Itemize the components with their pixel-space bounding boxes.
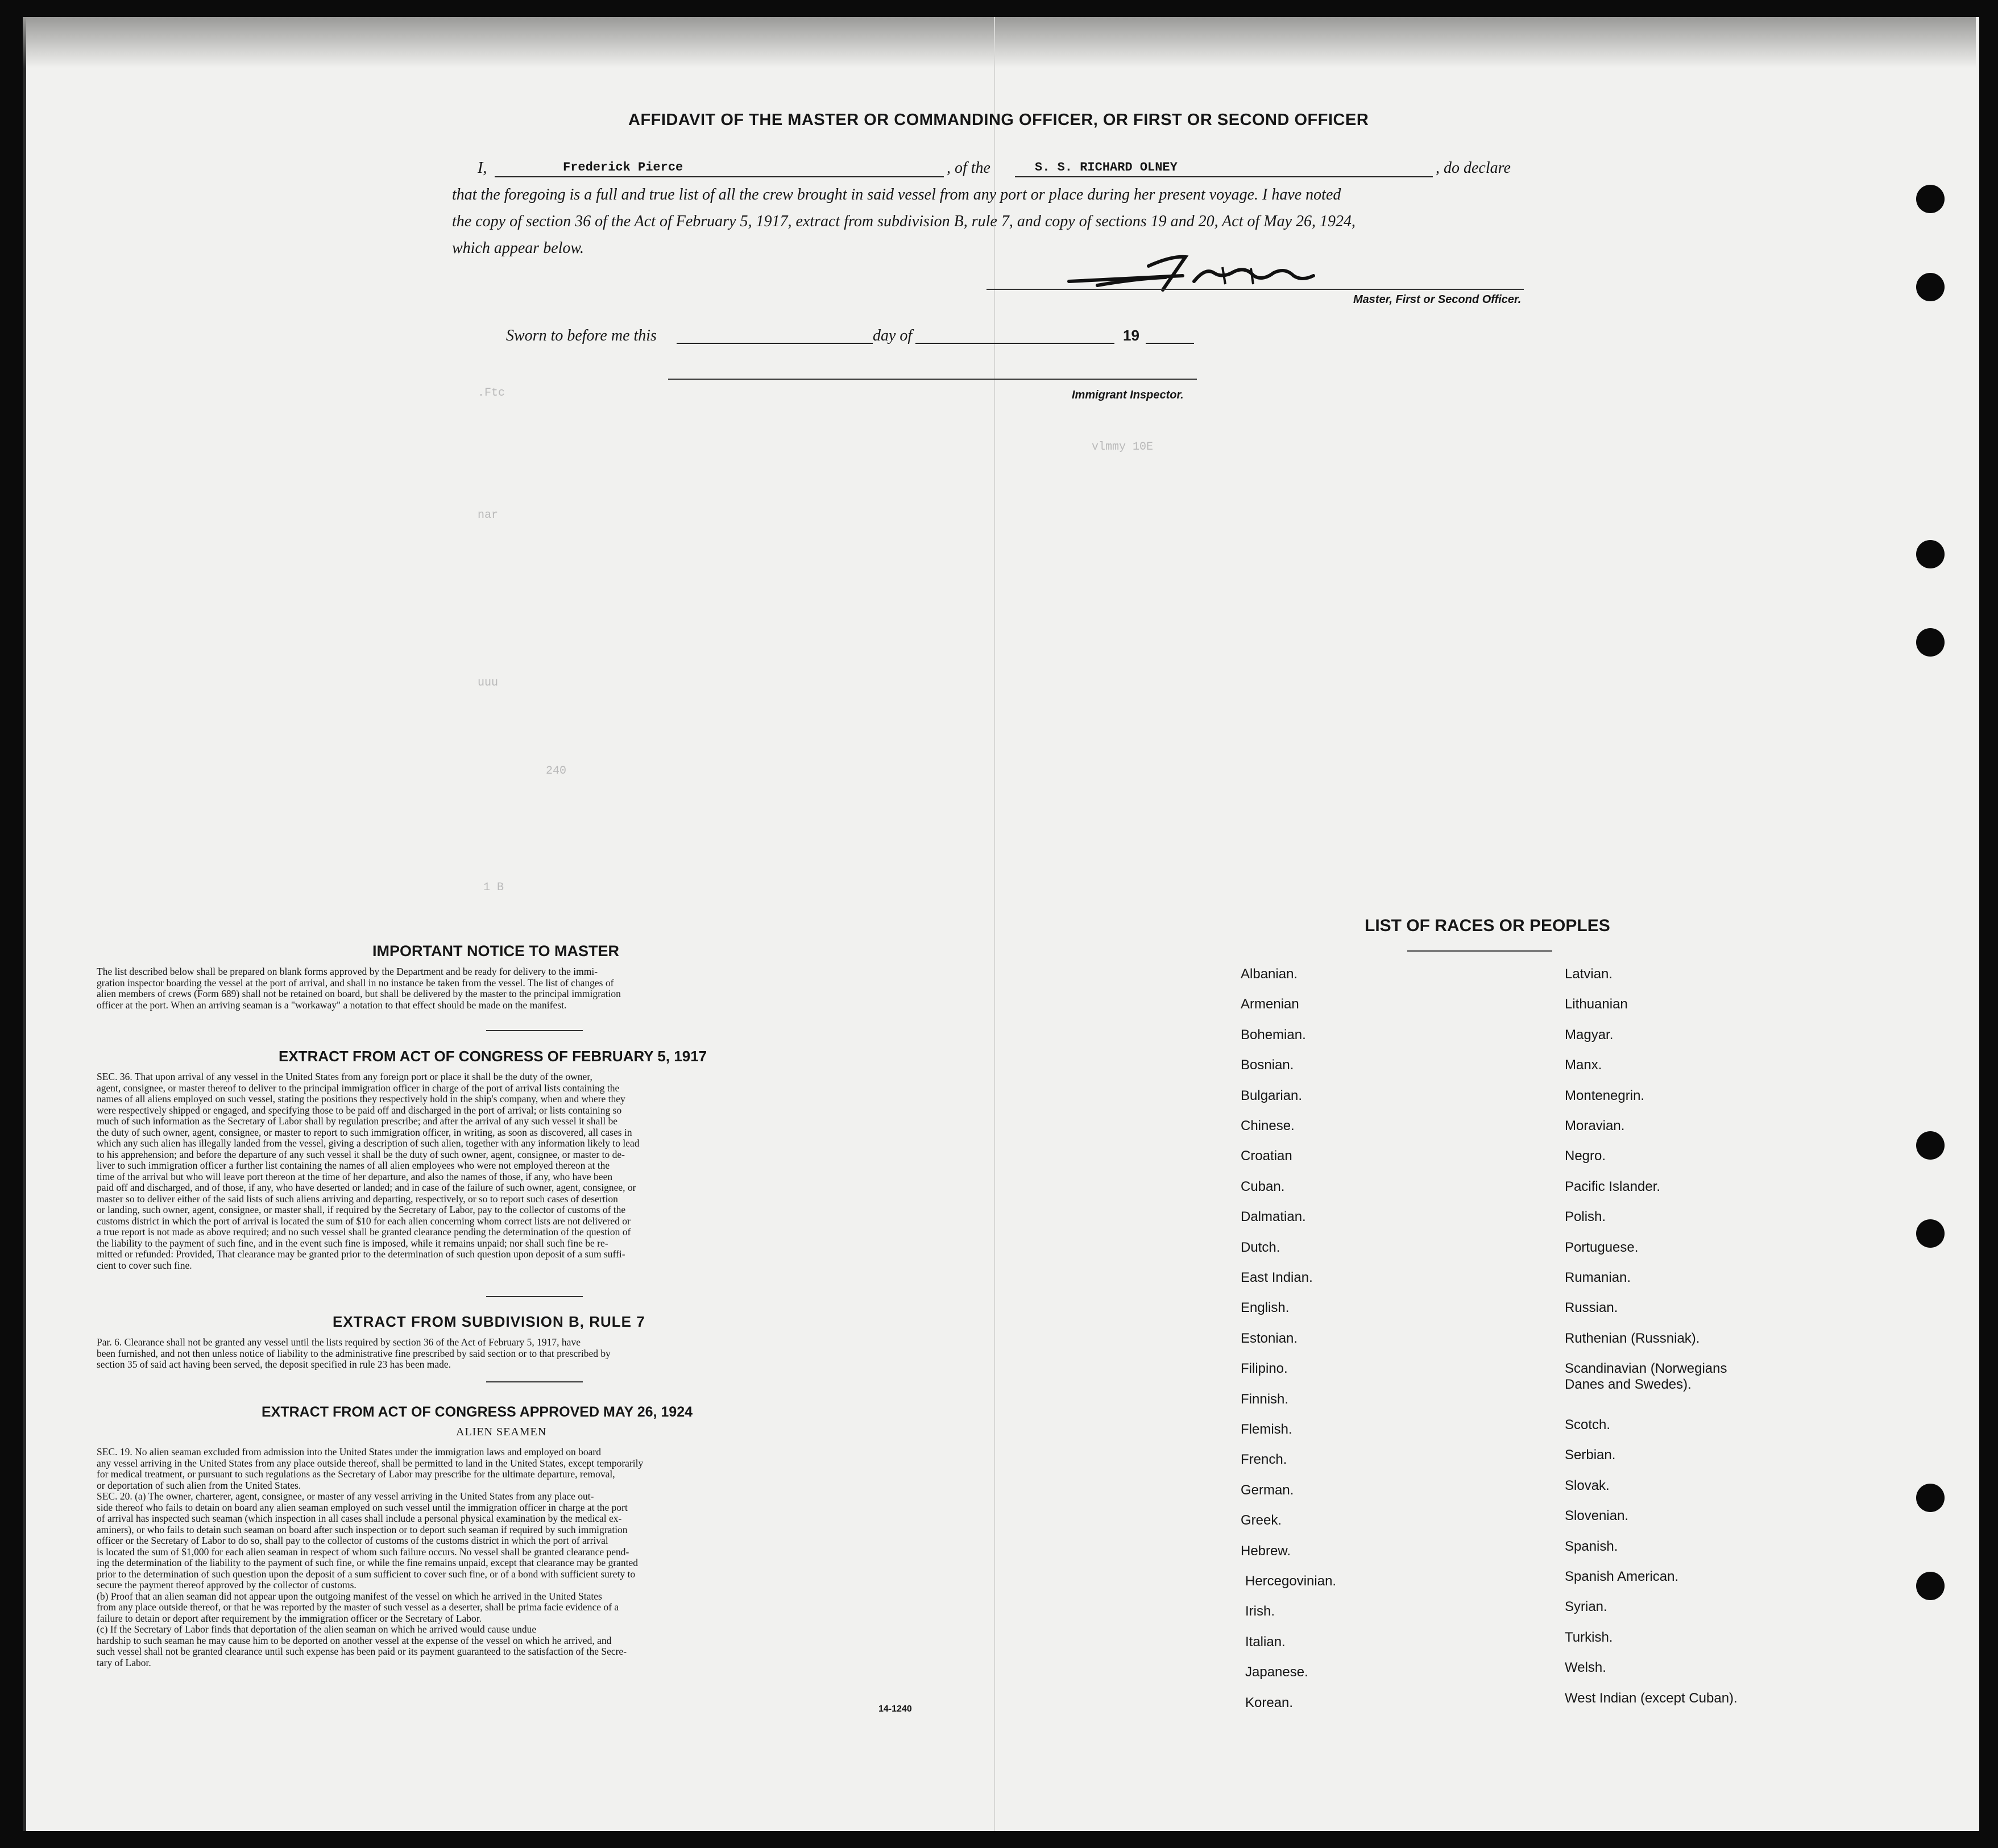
extract-1924-title: EXTRACT FROM ACT OF CONGRESS APPROVED MAY 26, 1924 (262, 1404, 693, 1420)
sworn-year-line[interactable] (1146, 327, 1194, 344)
statement-line-2: the copy of section 36 of the Act of February 5, 1917, extract from subdivision B, rule 7, and copy of sections 19 and 20, Act of May 26, 1924, (452, 213, 1356, 230)
race-item: West Indian (except Cuban). (1565, 1690, 1738, 1706)
race-item: Negro. (1565, 1148, 1606, 1164)
race-item: Slovenian. (1565, 1508, 1629, 1524)
signature-caption: Master, First or Second Officer. (1353, 293, 1522, 306)
extract-1917-title: EXTRACT FROM ACT OF CONGRESS OF FEBRUARY 5, 1917 (279, 1048, 707, 1065)
officer-name-value: Frederick Pierce (563, 160, 683, 175)
race-item: Hercegovinian. (1245, 1573, 1337, 1589)
extract-1917-text: SEC. 36. That upon arrival of any vessel in the United States from any foreign port or place it shall be the duty of the owner, agent, consignee, or master thereof to deliver to the principal immigration officer in charge of the port of arrival lists containing the names of all aliens employed on such vessel, stating the positions they respectively hold in the ship's company, when and where they were respectively shipped or engaged, and specifying those to be paid off and discharged in the port of arrival; or lists containing so much of such information as the Secretary of Labor shall by regulation prescribe; and after the arrival of any such vessel it shall be the duty of such owner, agent, consignee, or master to report to such immigration officer, in writing, as soon as discovered, all cases in which any such alien has illegally landed from the vessel, giving a description of such alien, together with any information likely to lead to his apprehension; and before the departure of any such vessel it shall be the duty of such owner, agent, consignee, or master to de- liver to such immigration officer a further list containing the names of all alien employees who were not employed thereon at the time of the arrival but who will leave port thereon at the time of her departure, and also the names of those, if any, who have been paid off and discharged, and of those, if any, who have deserted or landed; and in case of the failure of such owner, agent, consignee, or master so to deliver either of the said lists of such aliens arriving and departing, respectively, or so to report such cases of desertion or landing, such owner, agent, consignee, or master shall, if required by the Secretary of Labor, pay to the collector of customs of the customs district in which the port of arrival is located the sum of $10 for each alien concerning whom correct lists are not delivered or a true report is not made as above required; and no such vessel shall be granted clearance pending the determination of the question of the liability to the payment of such fine, and in the event such fine is imposed, while it remains unpaid; nor shall such fine be re- mitted or refunded: Provided, That clearance may be granted prior to the determination of such question upon deposit of a sum suffi- cient to cover such fine. (97, 1071, 640, 1271)
race-item: Croatian (1241, 1148, 1292, 1164)
form-number: 14-1240 (878, 1704, 912, 1714)
day-of-text: day of (873, 327, 913, 344)
race-item: Dalmatian. (1241, 1209, 1306, 1225)
affidavit-title: AFFIDAVIT OF THE MASTER OR COMMANDING OFFICER, OR FIRST OR SECOND OFFICER (628, 111, 1369, 129)
race-item: Latvian. (1565, 966, 1613, 982)
race-item: Flemish. (1241, 1422, 1292, 1437)
race-item: Manx. (1565, 1057, 1602, 1073)
race-item: Scotch. (1565, 1417, 1611, 1432)
race-item: Magyar. (1565, 1027, 1614, 1043)
race-item: Cuban. (1241, 1178, 1285, 1194)
race-item: Scandinavian (Norwegians Danes and Swedes). (1565, 1361, 1727, 1393)
punch-hole (1916, 185, 1945, 213)
extract-1924-subtitle: ALIEN SEAMEN (456, 1426, 547, 1438)
punch-hole (1916, 1219, 1945, 1248)
statement-line-1: that the foregoing is a full and true list of all the crew brought in said vessel from any port or place during her present voyage. I have noted (452, 186, 1341, 204)
race-item: Bosnian. (1241, 1057, 1294, 1073)
statement-line-3: which appear below. (452, 239, 585, 257)
extract-rule7-title: EXTRACT FROM SUBDIVISION B, RULE 7 (333, 1313, 645, 1330)
race-item: Ruthenian (Russniak). (1565, 1330, 1700, 1346)
race-item: East Indian. (1241, 1270, 1313, 1285)
race-item: Montenegrin. (1565, 1087, 1645, 1103)
race-item: Armenian (1241, 996, 1299, 1012)
page-top-shadow (23, 17, 1976, 68)
races-title-underline (1407, 950, 1552, 952)
race-item: Pacific Islander. (1565, 1178, 1661, 1194)
race-item: Albanian. (1241, 966, 1298, 982)
race-item: Korean. (1245, 1695, 1294, 1710)
signature-line[interactable] (986, 289, 1524, 290)
punch-hole (1916, 1484, 1945, 1512)
punch-hole (1916, 1572, 1945, 1600)
affidavit-pronoun: I, (478, 159, 487, 177)
race-item: Hebrew. (1241, 1543, 1291, 1559)
section-divider (486, 1381, 583, 1382)
race-item: Slovak. (1565, 1477, 1610, 1493)
punch-hole (1916, 1131, 1945, 1160)
sworn-month-line[interactable] (915, 327, 1114, 344)
punch-hole (1916, 273, 1945, 301)
punch-hole (1916, 628, 1945, 657)
race-item: Portuguese. (1565, 1239, 1639, 1255)
race-item: Bohemian. (1241, 1027, 1306, 1043)
race-item: Italian. (1245, 1634, 1286, 1650)
races-title: LIST OF RACES OR PEOPLES (1365, 916, 1610, 935)
race-item: Welsh. (1565, 1660, 1606, 1676)
race-item: Greek. (1241, 1513, 1282, 1529)
race-item: Japanese. (1245, 1664, 1308, 1680)
notice-title: IMPORTANT NOTICE TO MASTER (372, 942, 619, 960)
race-item: Rumanian. (1565, 1270, 1631, 1285)
race-item: Syrian. (1565, 1599, 1607, 1615)
race-item: Filipino. (1241, 1361, 1288, 1377)
race-item: Moravian. (1565, 1118, 1625, 1133)
extract-1924-text: SEC. 19. No alien seaman excluded from admission into the United States under the immigration laws and employed on board any vessel arriving in the United States from any place outside thereof, shall be permitted to land in the United States, except temporarily for medical treatment, or pursuant to such regulations as the Secretary of Labor may prescribe for the ultimate departure, removal, or deportation of such alien from the United States. SEC. 20. (a) The owner, charterer, agent, consignee, or master of any vessel arriving in the United States from any place out- side thereof who fails to detain on board any alien seaman employed on such vessel until the immigration officer in charge at the port of arrival has inspected such seaman (which inspection in all cases shall include a personal physical examination by the medical ex- aminers), or who fails to detain such seaman on board after such inspection or to deport such seaman if required by such immigration officer or the Secretary of Labor to do so, shall pay to the collector of customs of the customs district in which the port of arrival is located the sum of $1,000 for each alien seaman in respect of whom such failure occurs. No vessel shall be granted clearance pend- ing the determination of the liability to the payment of such fine, or while the fine remains unpaid, except that clearance may be granted prior to the determination of such question upon the deposit of a sum sufficient to cover such fine, or of a bond with sufficient surety to secure the payment thereof approved by the collector of customs. (b) Proof that an alien seaman did not appear upon the outgoing manifest of the vessel on which he arrived in the United States from any place outside thereof, or that he was reported by the master of such vessel as a deserter, shall be prima facie evidence of a failure to detain or deport after requirement by the immigration officer or the Secretary of Labor. (c) If the Secretary of Labor finds that deportation of the alien seaman on which he arrived would cause undue hardship to such seaman he may cause him to be deported on another vessel at the expense of the vessel on which he arrived, and such vessel shall not be granted clearance until such expense has been paid or its payment guaranteed to the satisfaction of the Secre- tary of Labor. (97, 1446, 644, 1668)
do-declare-text: , do declare (1436, 159, 1511, 177)
punch-hole (1916, 540, 1945, 568)
section-divider (486, 1296, 583, 1297)
year-prefix: 19 (1123, 327, 1139, 344)
race-item: Lithuanian (1565, 996, 1628, 1012)
race-item: Turkish. (1565, 1629, 1613, 1645)
race-item: Finnish. (1241, 1391, 1289, 1407)
race-item: Chinese. (1241, 1118, 1295, 1133)
race-item: Dutch. (1241, 1239, 1280, 1255)
race-item: Spanish. (1565, 1538, 1618, 1554)
sworn-day-line[interactable] (677, 327, 873, 344)
race-item: German. (1241, 1482, 1294, 1498)
vessel-value: S. S. RICHARD OLNEY (1035, 160, 1178, 175)
inspector-caption: Immigrant Inspector. (1072, 389, 1184, 401)
sworn-text: Sworn to before me this (506, 327, 657, 344)
inspector-signature-line[interactable] (668, 379, 1197, 380)
race-item: Serbian. (1565, 1447, 1616, 1463)
race-item: Bulgarian. (1241, 1087, 1303, 1103)
of-the-text: , of the (947, 159, 990, 177)
notice-text: The list described below shall be prepared on blank forms approved by the Department and be ready for delivery to the immi- gration inspector boarding the vessel at the port of arrival, and shall in no instance be taken from the vessel. The list of changes of alien members of crews (Form 689) shall not be retained on board, but shall be delivered by the master to the principal immigration officer at the port. When an arriving seaman is a "workaway" a notation to that effect should be made on the manifest. (97, 966, 621, 1011)
extract-rule7-text: Par. 6. Clearance shall not be granted any vessel until the lists required by section 36 of the Act of February 5, 1917, have been furnished, and not then unless notice of liability to the administrative fine prescribed by said section or to that prescribed by section 35 of said act having been served, the deposit specified in rule 23 has been made. (97, 1336, 611, 1370)
officer-name-line[interactable] (495, 159, 944, 177)
race-item: Russian. (1565, 1300, 1618, 1316)
race-item: French. (1241, 1452, 1287, 1468)
race-item: Irish. (1245, 1604, 1275, 1619)
race-item: Estonian. (1241, 1330, 1298, 1346)
race-item: Spanish American. (1565, 1568, 1679, 1584)
race-item: English. (1241, 1300, 1290, 1316)
race-item: Polish. (1565, 1209, 1606, 1225)
section-divider (486, 1030, 583, 1031)
